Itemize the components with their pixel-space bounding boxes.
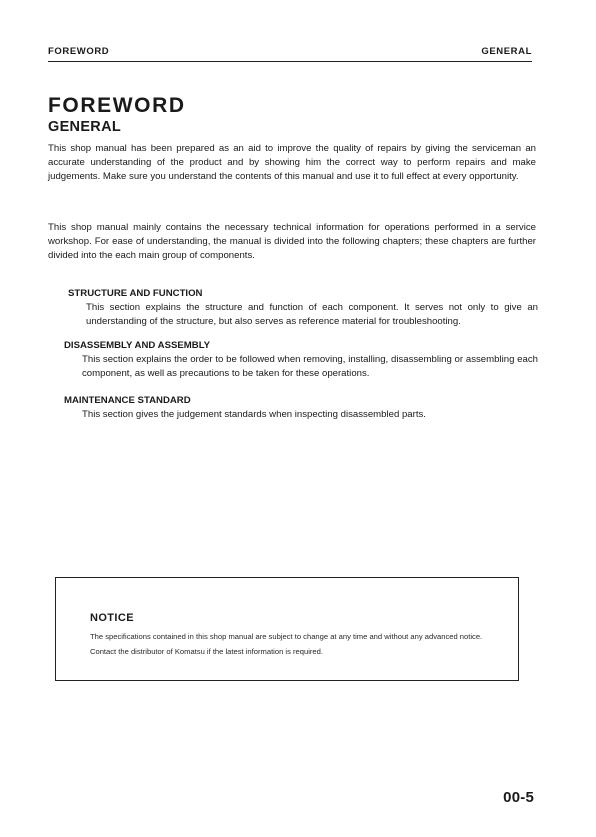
chapter-structure-and-function bbox=[68, 287, 538, 329]
chapter-heading: MAINTENANCE STANDARD bbox=[64, 395, 191, 406]
chapter-description: This section explains the order to be followed when removing, installing, disassembling or assembling each component, as well as precautions to be taken for these operations. bbox=[82, 354, 538, 379]
chapter-heading: STRUCTURE AND FUNCTION bbox=[68, 288, 203, 299]
running-header bbox=[48, 46, 532, 62]
section-title: GENERAL bbox=[48, 119, 121, 135]
page-number: 00-5 bbox=[503, 789, 534, 806]
chapter-maintenance-standard bbox=[64, 394, 538, 422]
header-divider bbox=[48, 61, 532, 62]
page-title: FOREWORD bbox=[48, 94, 186, 117]
notice-title: NOTICE bbox=[90, 612, 134, 624]
notice-text: The specifications contained in this shop manual are subject to change at any time and without any advanced notice. Contact the distributor of Komatsu if the latest information is required. bbox=[90, 632, 483, 656]
chapter-disassembly-and-assembly bbox=[64, 339, 538, 381]
header-chapter-label: FOREWORD bbox=[48, 46, 110, 57]
chapter-description: This section explains the structure and function of each component. It serves not only to give an understanding of the structure, but also serves as reference material for troubleshooting. bbox=[86, 302, 538, 327]
chapter-heading: DISASSEMBLY AND ASSEMBLY bbox=[64, 340, 211, 351]
header-section-label: GENERAL bbox=[481, 46, 532, 57]
chapter-description: This section gives the judgement standards when inspecting disassembled parts. bbox=[82, 409, 426, 420]
intro-paragraph-2: This shop manual mainly contains the necessary technical information for operations performed in a service workshop. For ease of understanding, the manual is divided into the following chapters; these chapters are further divided into the each main group of components. bbox=[48, 222, 536, 261]
intro-paragraph-1: This shop manual has been prepared as an aid to improve the quality of repairs by giving the serviceman an accurate understanding of the product and by showing him the correct way to perform repairs and make judgements. Make sure you understand the contents of this manual and use it to full effect at every opportunity. bbox=[48, 143, 536, 182]
notice-box bbox=[55, 577, 519, 681]
